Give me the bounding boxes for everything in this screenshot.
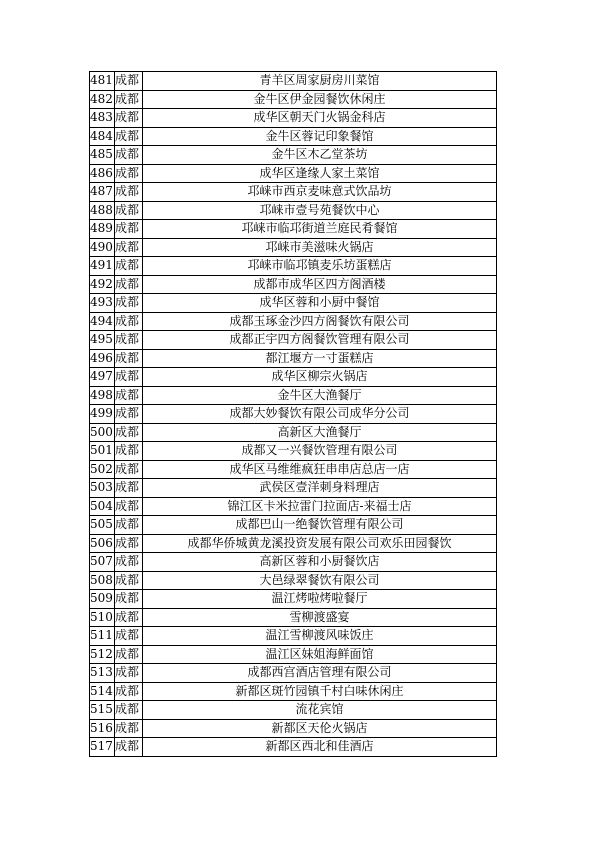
row-business-name: 成都玉琢金沙四方阁餐饮有限公司 (143, 312, 497, 331)
row-business-name: 成都大妙餐饮有限公司成华分公司 (143, 405, 497, 424)
table-body (90, 72, 497, 757)
row-city: 成都 (115, 627, 143, 646)
row-number: 482 (90, 90, 115, 109)
row-city: 成都 (115, 386, 143, 405)
table-row (90, 553, 497, 572)
table-row (90, 664, 497, 683)
row-business-name: 成华区蓉和小厨中餐馆 (143, 294, 497, 313)
table-row (90, 738, 497, 757)
restaurant-table (89, 71, 497, 757)
row-number: 486 (90, 164, 115, 183)
table-row (90, 516, 497, 535)
row-city: 成都 (115, 442, 143, 461)
row-business-name: 新都区斑竹园镇千村白味休闲庄 (143, 682, 497, 701)
row-business-name: 青羊区周家厨房川菜馆 (143, 72, 497, 91)
table-row (90, 72, 497, 91)
table-row (90, 331, 497, 350)
row-business-name: 武侯区壹洋刺身料理店 (143, 479, 497, 498)
table-row (90, 627, 497, 646)
row-business-name: 成都市成华区四方阁酒楼 (143, 275, 497, 294)
row-business-name: 都江堰方一寸蛋糕店 (143, 349, 497, 368)
table-row (90, 183, 497, 202)
row-city: 成都 (115, 497, 143, 516)
table-row (90, 571, 497, 590)
row-city: 成都 (115, 701, 143, 720)
row-business-name: 成华区马维维疯狂串串店总店一店 (143, 460, 497, 479)
row-number: 485 (90, 146, 115, 165)
table-row (90, 201, 497, 220)
row-business-name: 成华区朝天门火锅金科店 (143, 109, 497, 128)
row-number: 511 (90, 627, 115, 646)
table-row (90, 590, 497, 609)
row-business-name: 邛崃市西京麦味意式饮品坊 (143, 183, 497, 202)
table-row (90, 405, 497, 424)
table-row (90, 386, 497, 405)
table-row (90, 608, 497, 627)
row-city: 成都 (115, 90, 143, 109)
row-number: 495 (90, 331, 115, 350)
row-number: 483 (90, 109, 115, 128)
table-row (90, 257, 497, 276)
table-row (90, 294, 497, 313)
row-city: 成都 (115, 238, 143, 257)
row-number: 506 (90, 534, 115, 553)
table-row (90, 423, 497, 442)
row-number: 510 (90, 608, 115, 627)
table-row (90, 127, 497, 146)
row-number: 514 (90, 682, 115, 701)
table-row (90, 497, 497, 516)
row-business-name: 锦江区卡米拉雷门拉面店-来福士店 (143, 497, 497, 516)
table-row (90, 238, 497, 257)
row-city: 成都 (115, 275, 143, 294)
table-row (90, 645, 497, 664)
row-number: 494 (90, 312, 115, 331)
row-number: 492 (90, 275, 115, 294)
table-row (90, 534, 497, 553)
row-city: 成都 (115, 201, 143, 220)
row-business-name: 温江烤啦烤啦餐厅 (143, 590, 497, 609)
row-number: 488 (90, 201, 115, 220)
table-row (90, 460, 497, 479)
row-business-name: 流花宾馆 (143, 701, 497, 720)
row-business-name: 邛崃市美滋味火锅店 (143, 238, 497, 257)
row-city: 成都 (115, 349, 143, 368)
table-row (90, 479, 497, 498)
row-number: 491 (90, 257, 115, 276)
row-city: 成都 (115, 534, 143, 553)
row-number: 504 (90, 497, 115, 516)
row-business-name: 成都西宫酒店管理有限公司 (143, 664, 497, 683)
table-row (90, 220, 497, 239)
table-row (90, 719, 497, 738)
table-row (90, 349, 497, 368)
table-row (90, 109, 497, 128)
row-business-name: 邛崃市壹号苑餐饮中心 (143, 201, 497, 220)
row-city: 成都 (115, 479, 143, 498)
row-number: 498 (90, 386, 115, 405)
row-city: 成都 (115, 294, 143, 313)
table-row (90, 442, 497, 461)
row-city: 成都 (115, 109, 143, 128)
row-number: 497 (90, 368, 115, 387)
row-business-name: 雪柳渡盛宴 (143, 608, 497, 627)
row-city: 成都 (115, 608, 143, 627)
row-city: 成都 (115, 183, 143, 202)
row-business-name: 温江雪柳渡风味饭庄 (143, 627, 497, 646)
row-number: 487 (90, 183, 115, 202)
row-number: 508 (90, 571, 115, 590)
table-row (90, 368, 497, 387)
row-number: 481 (90, 72, 115, 91)
row-number: 515 (90, 701, 115, 720)
row-number: 499 (90, 405, 115, 424)
row-city: 成都 (115, 682, 143, 701)
row-business-name: 金牛区木乙堂茶坊 (143, 146, 497, 165)
row-city: 成都 (115, 719, 143, 738)
row-business-name: 成都巴山一绝餐饮管理有限公司 (143, 516, 497, 535)
row-business-name: 成都又一兴餐饮管理有限公司 (143, 442, 497, 461)
row-number: 501 (90, 442, 115, 461)
row-number: 505 (90, 516, 115, 535)
row-business-name: 成华区逢缘人家土菜馆 (143, 164, 497, 183)
row-number: 489 (90, 220, 115, 239)
table-row (90, 90, 497, 109)
row-business-name: 成华区柳宗火锅店 (143, 368, 497, 387)
row-number: 502 (90, 460, 115, 479)
row-city: 成都 (115, 516, 143, 535)
row-business-name: 高新区大渔餐厅 (143, 423, 497, 442)
row-business-name: 金牛区伊金园餐饮休闲庄 (143, 90, 497, 109)
row-number: 493 (90, 294, 115, 313)
row-business-name: 高新区蓉和小厨餐饮店 (143, 553, 497, 572)
row-business-name: 金牛区大渔餐厅 (143, 386, 497, 405)
row-number: 484 (90, 127, 115, 146)
row-city: 成都 (115, 312, 143, 331)
row-number: 500 (90, 423, 115, 442)
row-number: 513 (90, 664, 115, 683)
row-business-name: 邛崃市临邛街道兰庭民肴餐馆 (143, 220, 497, 239)
row-city: 成都 (115, 590, 143, 609)
row-city: 成都 (115, 553, 143, 572)
row-city: 成都 (115, 164, 143, 183)
table-row (90, 146, 497, 165)
row-city: 成都 (115, 645, 143, 664)
table-row (90, 701, 497, 720)
row-city: 成都 (115, 460, 143, 479)
table-row (90, 312, 497, 331)
row-business-name: 新都区天伦火锅店 (143, 719, 497, 738)
row-business-name: 大邑绿翠餐饮有限公司 (143, 571, 497, 590)
row-business-name: 新都区西北和佳酒店 (143, 738, 497, 757)
table-row (90, 275, 497, 294)
row-city: 成都 (115, 664, 143, 683)
row-city: 成都 (115, 331, 143, 350)
row-city: 成都 (115, 257, 143, 276)
row-city: 成都 (115, 368, 143, 387)
row-number: 517 (90, 738, 115, 757)
row-number: 516 (90, 719, 115, 738)
row-number: 507 (90, 553, 115, 572)
row-number: 512 (90, 645, 115, 664)
row-city: 成都 (115, 127, 143, 146)
row-city: 成都 (115, 423, 143, 442)
row-business-name: 温江区妹姐海鲜面馆 (143, 645, 497, 664)
row-city: 成都 (115, 405, 143, 424)
table-row (90, 682, 497, 701)
row-business-name: 金牛区蓉记印象餐馆 (143, 127, 497, 146)
row-business-name: 成都华侨城黄龙溪投资发展有限公司欢乐田园餐饮 (143, 534, 497, 553)
row-number: 496 (90, 349, 115, 368)
row-business-name: 邛崃市临邛镇麦乐坊蛋糕店 (143, 257, 497, 276)
row-number: 509 (90, 590, 115, 609)
row-business-name: 成都正宇四方阁餐饮管理有限公司 (143, 331, 497, 350)
table-row (90, 164, 497, 183)
row-city: 成都 (115, 220, 143, 239)
row-city: 成都 (115, 72, 143, 91)
row-number: 503 (90, 479, 115, 498)
row-city: 成都 (115, 146, 143, 165)
row-number: 490 (90, 238, 115, 257)
row-city: 成都 (115, 738, 143, 757)
row-city: 成都 (115, 571, 143, 590)
